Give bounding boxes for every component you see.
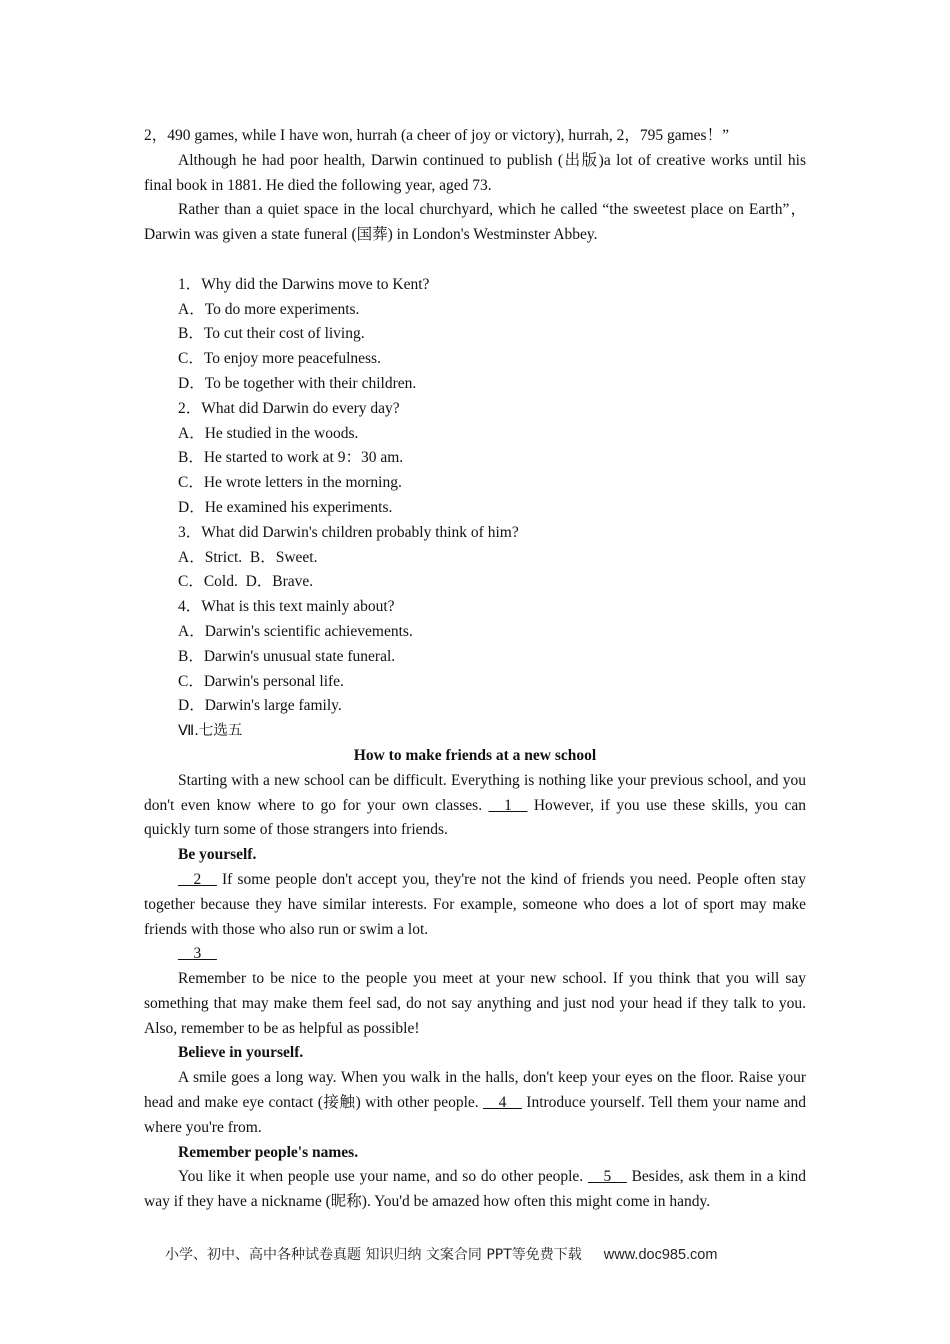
heading-believe: Believe in yourself. (178, 1044, 304, 1062)
question-3: 3．What did Darwin's children probably think of him? (178, 523, 519, 541)
question-2-option-b: B．He started to work at 9：30 am. (178, 449, 404, 467)
paragraph-text: A smile goes a long way. When you walk in the halls, don't keep your eyes on the floor. Raise your head and make eye contact (接触) with other people. (144, 1069, 806, 1112)
question-4-option-a: A．Darwin's scientific achievements. (178, 622, 413, 640)
paragraph-text: You like it when people use your name, and so do other people. (178, 1168, 588, 1186)
section-title: How to make friends at a new school (353, 746, 597, 764)
question-4-option-d: D．Darwin's large family. (178, 697, 342, 715)
intro-text: However, if you use these skills, you can quickly turn some of those strangers into friends. (144, 796, 806, 839)
heading-be-yourself: Be yourself. (178, 846, 257, 864)
paragraph-5 (144, 1165, 806, 1215)
question-1-option-c: C．To enjoy more peacefulness. (178, 350, 381, 368)
spacer (144, 248, 806, 273)
blank-3-line (144, 942, 806, 967)
passage-continuation: 2，490 games, while I have won, hurrah (a cheer of joy or victory), hurrah, 2，795 games！” (144, 127, 729, 144)
question-4: 4．What is this text mainly about? (178, 598, 395, 616)
paragraph-text: Besides, ask them in a kind way if they have a nickname (昵称). You'd be amazed how often this might come in handy. (144, 1168, 806, 1211)
question-2: 2．What did Darwin do every day? (178, 399, 400, 417)
question-2-option-a: A．He studied in the woods. (178, 424, 359, 442)
question-4-option-c: C．Darwin's personal life. (178, 672, 344, 690)
blank-4: __4__ (483, 1094, 522, 1112)
question-3-options-ab: A．Strict. B．Sweet. (178, 548, 318, 566)
blank-1: __1__ (488, 796, 528, 814)
section-intro (144, 769, 806, 843)
question-1-option-b: B．To cut their cost of living. (178, 325, 365, 343)
passage-paragraph: Rather than a quiet space in the local churchyard, which he called “the sweetest place on Earth”， Darwin was given a state funeral (国葬) in London's Westminster Abbey. (144, 201, 806, 244)
question-1-option-a: A．To do more experiments. (178, 300, 360, 318)
document-body (144, 124, 806, 1215)
paragraph-3: Remember to be nice to the people you meet at your new school. If you think that you will say something that may make them feel sad, do not say anything and just nod your head if they talk to you. Also, remember to be as helpful as possible! (144, 970, 806, 1037)
footer-url[interactable]: www.doc985.com (603, 1247, 718, 1263)
intro-text: Starting with a new school can be difficult. Everything is nothing like your previous school, and you don't even know where to go for your own classes. (144, 771, 806, 814)
question-2-option-c: C．He wrote letters in the morning. (178, 474, 402, 492)
question-1: 1．Why did the Darwins move to Kent? (178, 275, 430, 293)
paragraph-4 (144, 1066, 806, 1140)
passage-paragraph: Although he had poor health, Darwin continued to publish (出版)a lot of creative works until his final book in 1881. He died the following year, aged 73. (144, 151, 806, 194)
paragraph-2 (144, 868, 806, 942)
blank-5: __5__ (587, 1168, 627, 1186)
blank-3: __3__ (178, 945, 217, 963)
question-3-options-cd: C．Cold. D．Brave. (178, 573, 314, 591)
footer-text: 小学、初中、高中各种试卷真题 知识归纳 文案合同 PPT等免费下载 (165, 1247, 582, 1263)
heading-names: Remember people's names. (178, 1143, 359, 1161)
question-4-option-b: B．Darwin's unusual state funeral. (178, 647, 396, 665)
paragraph-text: If some people don't accept you, they're not the kind of friends you need. People often stay together because they have similar interests. For example, someone who does a lot of sport may make friends with those who also run or swim a lot. (144, 870, 806, 938)
question-2-option-d: D．He examined his experiments. (178, 498, 393, 516)
section-label: Ⅶ.七选五 (178, 723, 243, 740)
page-footer (165, 1244, 805, 1264)
question-1-option-d: D．To be together with their children. (178, 374, 417, 392)
blank-2: __2__ (178, 870, 217, 888)
paragraph-text: Introduce yourself. Tell them your name and where you're from. (144, 1094, 806, 1136)
